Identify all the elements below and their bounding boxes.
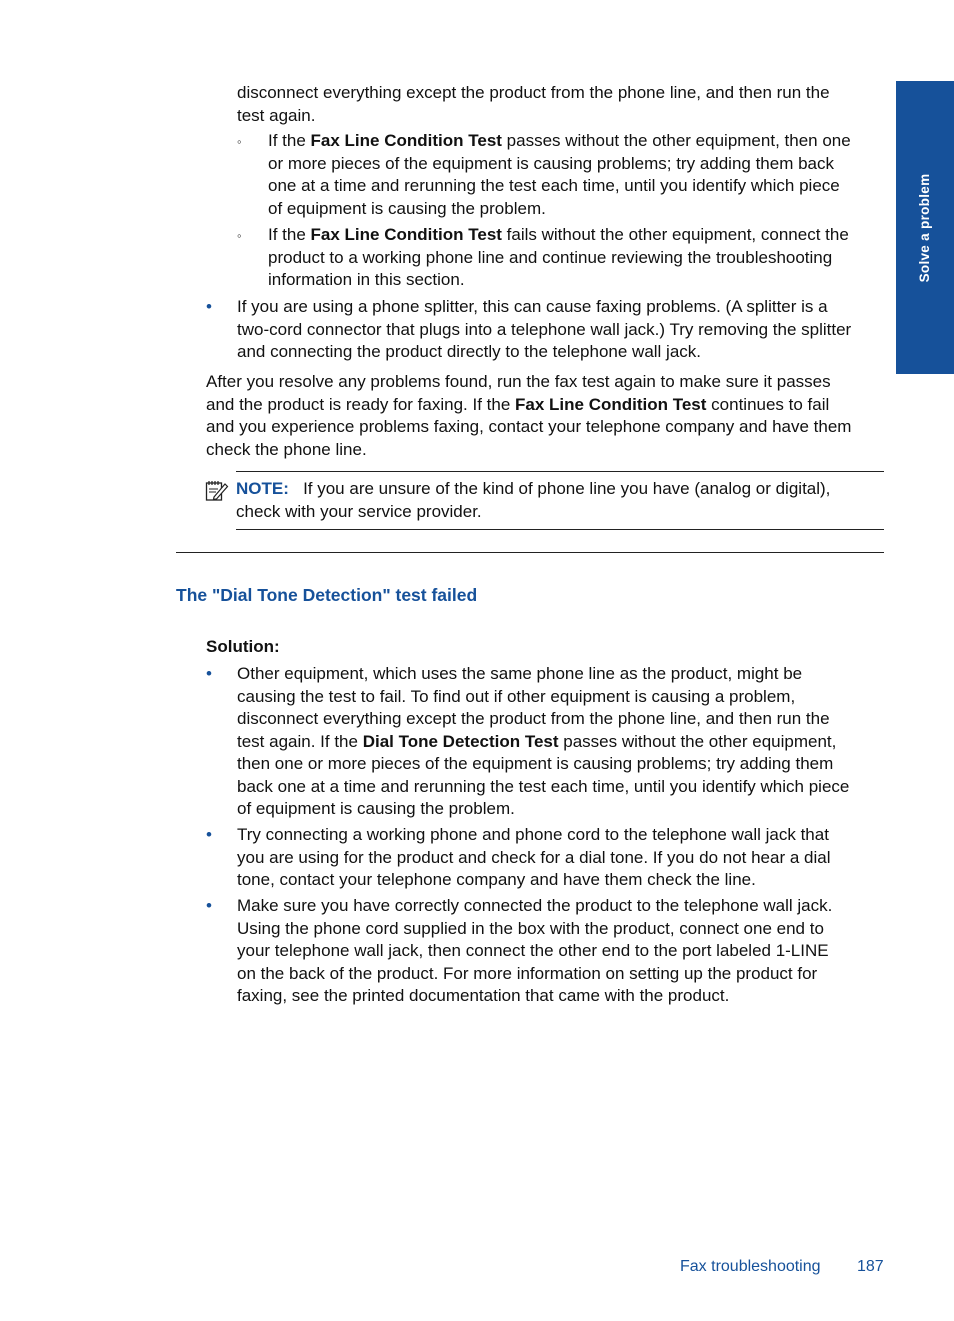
note-text: NOTE: If you are unsure of the kind of phone line you have (analog or digital), check with your service provider. — [236, 479, 831, 521]
solution-label: Solution: — [206, 637, 280, 656]
continuation-text: disconnect everything except the product from the phone line, and then run the test again. — [237, 83, 830, 125]
note-icon — [205, 478, 229, 502]
footer-section-title: Fax troubleshooting — [680, 1258, 821, 1275]
bullet-other-equipment: Other equipment, which uses the same phone line as the product, might be causing the test to fail. To find out if other equipment is causing a problem, disconnect everything except the product from the phone line, and then run the test again. If the Dial Tone Detection Test passes without the other equipment, then one or more pieces of the equipment is causing problems; try adding them back one at a time and rerunning the test each time, until you identify which piece of equipment is causing the problem. — [237, 664, 850, 818]
sub-item-fails: If the Fax Line Condition Test fails without the other equipment, connect the product to a working phone line and continue reviewing the troubleshooting information in this section. — [268, 225, 849, 289]
footer-page-number: 187 — [857, 1258, 884, 1275]
bullet-icon: • — [206, 825, 212, 844]
side-tab — [896, 81, 954, 374]
bullet-icon: • — [206, 664, 212, 683]
note-label: NOTE: — [236, 479, 289, 498]
section-heading: The "Dial Tone Detection" test failed — [176, 585, 478, 605]
side-tab-label: Solve a problem — [916, 173, 932, 282]
sub-bullet-icon: ◦ — [237, 228, 242, 243]
bullet-icon: • — [206, 297, 212, 316]
sub-bullet-icon: ◦ — [237, 134, 242, 149]
bullet-splitter: If you are using a phone splitter, this can cause faxing problems. (A splitter is a two-cord connector that plugs into a telephone wall jack.) Try removing the splitter and connecting the product directly to the telephone wall jack. — [237, 297, 852, 361]
after-paragraph: After you resolve any problems found, run the fax test again to make sure it passes and the product is ready for faxing. If the Fax Line Condition Test continues to fail and you experience problems faxing, contact your telephone company and have them check the phone line. — [206, 372, 852, 459]
bullet-phone-cord: Make sure you have correctly connected the product to the telephone wall jack. Using the phone cord supplied in the box with the product, connect one end to your telephone wall jack, then connect the other end to the port labeled 1-LINE on the back of the product. For more information on setting up the product for faxing, see the printed documentation that came with the product. — [237, 896, 833, 1005]
sub-item-passes: If the Fax Line Condition Test passes without the other equipment, then one or more pieces of the equipment is causing problems; try adding them back one at a time and rerunning the test each time, until you identify which piece of equipment is causing the problem. — [268, 131, 851, 218]
note-bottom-rule — [236, 529, 884, 530]
note-top-rule — [236, 471, 884, 472]
bullet-dial-tone: Try connecting a working phone and phone cord to the telephone wall jack that you are using for the product and check for a dial tone. If you do not hear a dial tone, contact your telephone company and have them check the line. — [237, 825, 831, 889]
section-divider — [176, 552, 884, 553]
bullet-icon: • — [206, 896, 212, 915]
